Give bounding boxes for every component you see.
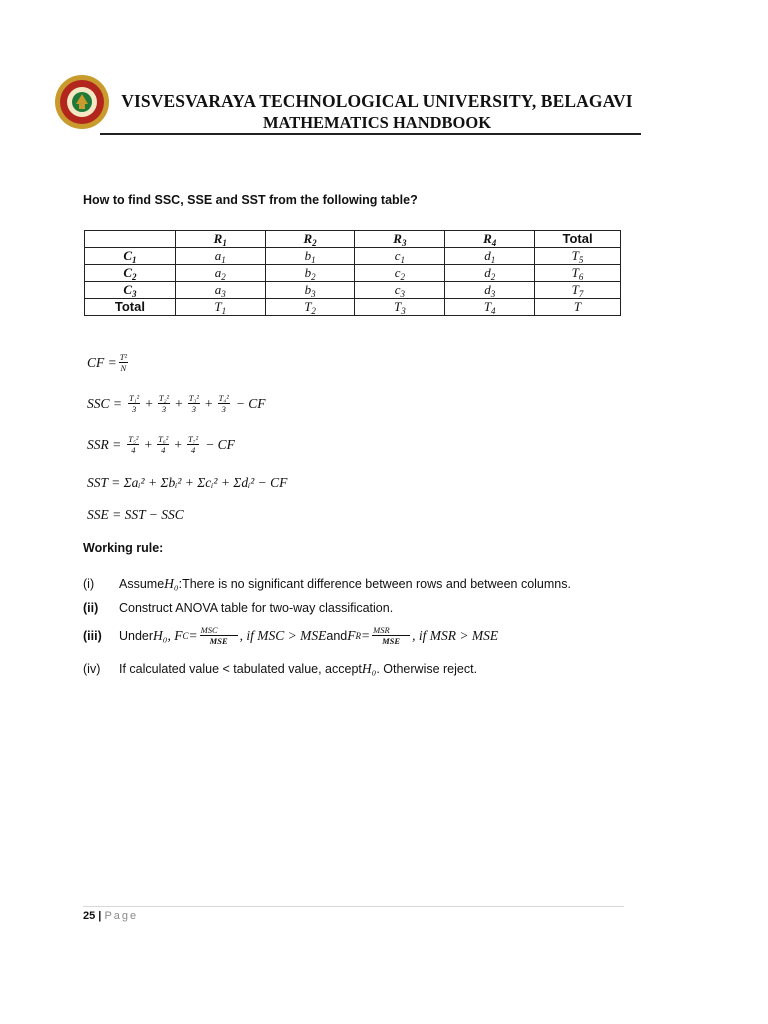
fraction: $\frac{\text{T₇²}}{4}$: [187, 434, 199, 455]
university-name: VISVESVARAYA TECHNOLOGICAL UNIVERSITY, BELAGAVI: [121, 91, 633, 111]
column-header: $R_2$: [265, 231, 355, 248]
table-cell: $T_3$: [355, 299, 445, 316]
table-row-total: [85, 299, 621, 316]
table-cell: $T_2$: [265, 299, 355, 316]
formula-cf: [87, 352, 130, 373]
fraction: $\frac{\text{T₂²}}{3}$: [158, 393, 170, 414]
row-header: Total: [85, 299, 176, 316]
data-table: [84, 230, 621, 316]
table-cell: $a_1$: [175, 248, 265, 265]
page-number: 25: [83, 910, 96, 922]
rule-item-3: (iii) Under H₀, F C = $\frac{\text{MSC}}{\text{MSE}}$ , if MSC > MSE and F R = $\frac{\text{MSR}}{\text{MSE}}$ , if MSR > MSE: [83, 625, 499, 646]
table-cell: $b_3$: [265, 282, 355, 299]
formula-ssc: SSC = $\frac{\text{T₁²}}{3}$ + $\frac{\text{T₂²}}{3}$ + $\frac{\text{T₃²}}{3}$ + $\frac{\text{T₄²}}{3}$ − CF: [87, 393, 266, 414]
header-divider: [100, 133, 641, 135]
working-rule-title: Working rule:: [83, 541, 164, 555]
table-cell: $b_1$: [265, 248, 355, 265]
row-header: $C_1$: [85, 248, 176, 265]
formula-sse: SSE = SST − SSC: [87, 507, 184, 522]
table-cell: $c_3$: [355, 282, 445, 299]
formula-ssr: SSR = $\frac{\text{T₅²}}{4}$ + $\frac{\text{T₆²}}{4}$ + $\frac{\text{T₇²}}{4}$ − CF: [87, 434, 235, 455]
table-cell: $T_4$: [445, 299, 535, 316]
formula-sst: SST = Σaᵢ² + Σbᵢ² + Σcᵢ² + Σdᵢ² − CF: [87, 475, 288, 490]
fraction: $\frac{\text{T²}}{N}$: [119, 352, 128, 373]
table-cell: $d_1$: [445, 248, 535, 265]
row-header: $C_2$: [85, 265, 176, 282]
row-header: $C_3$: [85, 282, 176, 299]
table-cell: $b_2$: [265, 265, 355, 282]
fraction: $\frac{\text{T₄²}}{3}$: [218, 393, 229, 414]
university-seal-logo: [54, 74, 110, 130]
page-footer: 25 | Page: [83, 910, 139, 922]
table-row: [85, 282, 621, 299]
rule-item-1: (i) Assume H₀ :There is no significant difference between rows and between columns.: [83, 576, 571, 591]
column-header: $R_4$: [445, 231, 535, 248]
rule-item-2: (ii) Construct ANOVA table for two-way classification.: [83, 601, 394, 615]
column-header-total: Total: [535, 231, 621, 248]
table-cell: $d_3$: [445, 282, 535, 299]
table-row: [85, 265, 621, 282]
fraction: $\frac{\text{T₅²}}{4}$: [128, 434, 139, 455]
table-cell: $a_3$: [175, 282, 265, 299]
fraction: $\frac{\text{T₆²}}{4}$: [158, 434, 169, 455]
table-cell: T: [535, 299, 621, 316]
table-cell: $a_2$: [175, 265, 265, 282]
page-label: Page: [104, 910, 139, 922]
column-header: $R_1$: [175, 231, 265, 248]
handbook-title: MATHEMATICS HANDBOOK: [262, 113, 492, 132]
table-cell: $c_1$: [355, 248, 445, 265]
table-cell: $d_2$: [445, 265, 535, 282]
question-heading: How to find SSC, SSE and SST from the following table?: [83, 193, 418, 207]
fraction: $\frac{\text{MSR}}{\text{MSE}}$: [372, 625, 410, 646]
table-header-row: [85, 231, 621, 248]
table-cell: $c_2$: [355, 265, 445, 282]
table-row: [85, 248, 621, 265]
fraction: $\frac{\text{T₁²}}{3}$: [129, 393, 140, 414]
column-header: $R_3$: [355, 231, 445, 248]
table-cell: $T_5$: [535, 248, 621, 265]
table-cell: $T_1$: [175, 299, 265, 316]
rule-item-4: (iv) If calculated value < tabulated value, accept H₀ . Otherwise reject.: [83, 661, 478, 676]
table-corner-cell: [85, 231, 176, 248]
table-cell: $T_6$: [535, 265, 621, 282]
formula-lhs: CF =: [87, 354, 117, 370]
footer-divider: [83, 906, 624, 907]
fraction: $\frac{\text{MSC}}{\text{MSE}}$: [200, 625, 238, 646]
table-cell: $T_7$: [535, 282, 621, 299]
fraction: $\frac{\text{T₃²}}{3}$: [188, 393, 199, 414]
